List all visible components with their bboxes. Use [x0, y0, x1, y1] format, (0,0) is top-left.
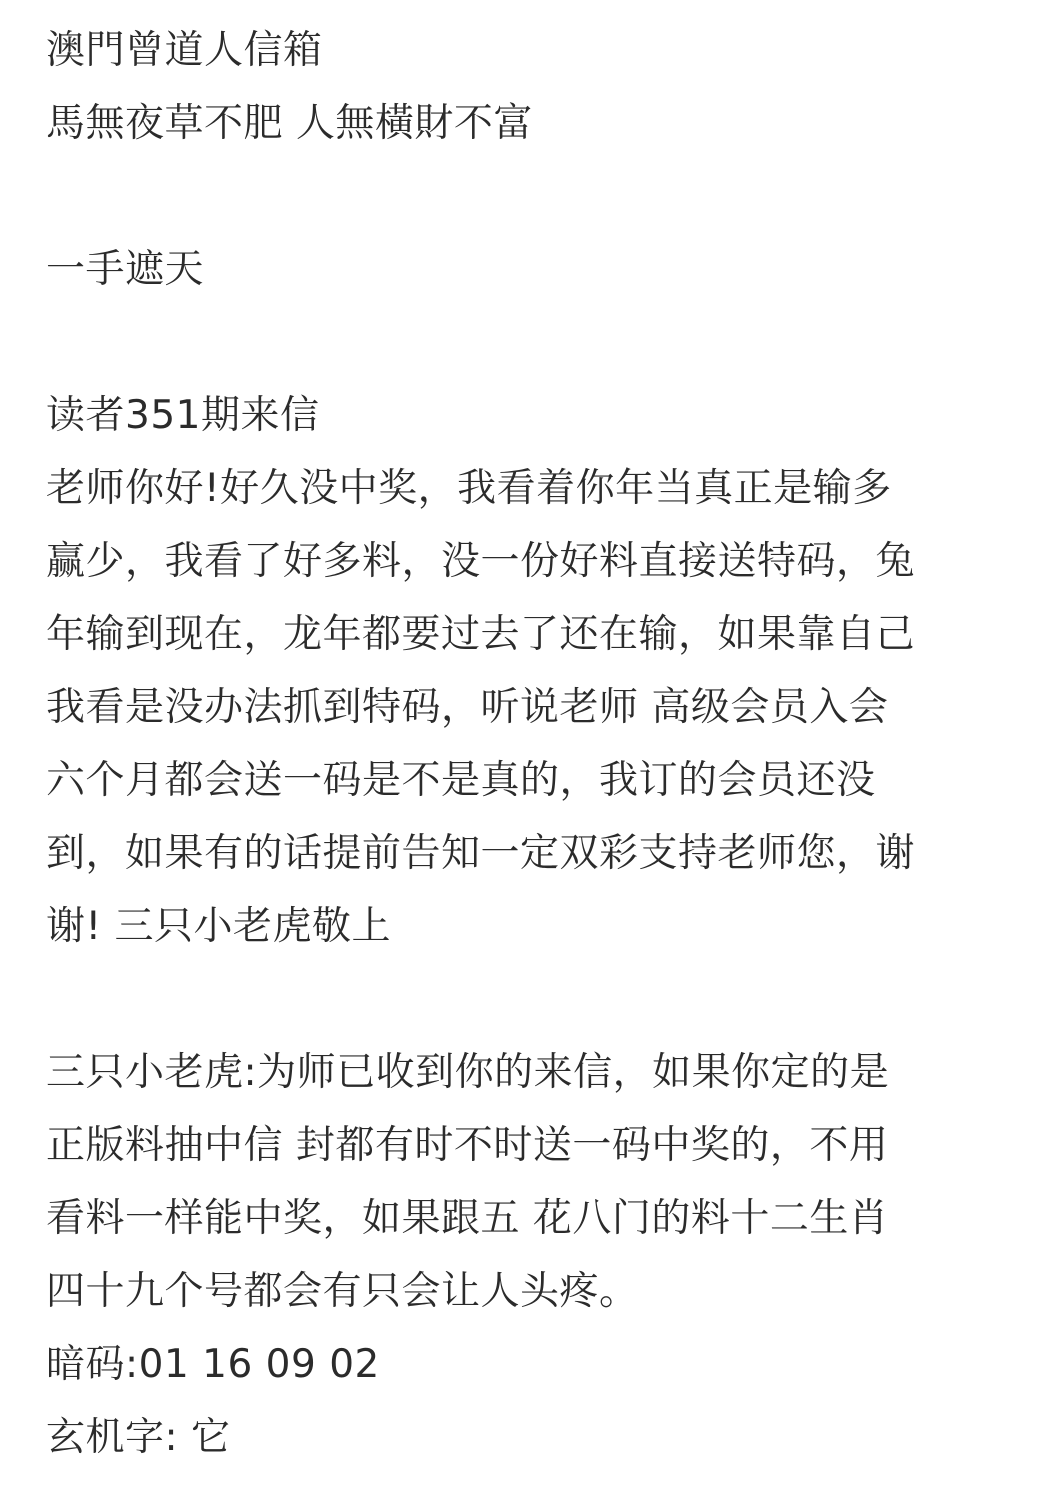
section-title: 一手遮天: [46, 247, 205, 292]
letter-line: 赢少，我看了好多料，没一份好料直接送特码，兔: [46, 539, 916, 584]
letter-line: 我看是没办法抓到特码，听说老师 高级会员入会: [46, 685, 889, 730]
motto-line: 馬無夜草不肥 人無橫財不富: [46, 101, 533, 146]
spacer: [46, 963, 1026, 1036]
letter-heading: 读者351期来信: [46, 393, 320, 438]
secret-code: 暗码:01 16 09 02: [46, 1342, 380, 1387]
reply-line: 四十九个号都会有只会让人头疼。: [46, 1269, 639, 1314]
reply-line: 看料一样能中奖，如果跟五 花八门的料十二生肖: [46, 1196, 889, 1241]
mailbox-title: 澳門曾道人信箱: [46, 28, 323, 73]
spacer: [46, 306, 1026, 379]
reply-line: 三只小老虎:为师已收到你的来信，如果你定的是: [46, 1050, 890, 1095]
letter-line: 年输到现在，龙年都要过去了还在输，如果靠自己: [46, 612, 916, 657]
letter-line: 老师你好!好久没中奖，我看着你年当真正是输多: [46, 466, 892, 511]
letter-line: 六个月都会送一码是不是真的，我订的会员还没: [46, 758, 876, 803]
reply-body: [46, 1036, 1026, 1328]
reply-line: 正版料抽中信 封都有时不时送一码中奖的，不用: [46, 1123, 889, 1168]
mailbox-post: [46, 14, 1026, 1474]
letter-body: [46, 452, 1026, 963]
letter-line: 到，如果有的话提前告知一定双彩支持老师您，谢: [46, 831, 916, 876]
letter-line: 谢! 三只小老虎敬上: [46, 904, 392, 949]
spacer: [46, 160, 1026, 233]
mystery-character: 玄机字: 它: [46, 1415, 231, 1460]
